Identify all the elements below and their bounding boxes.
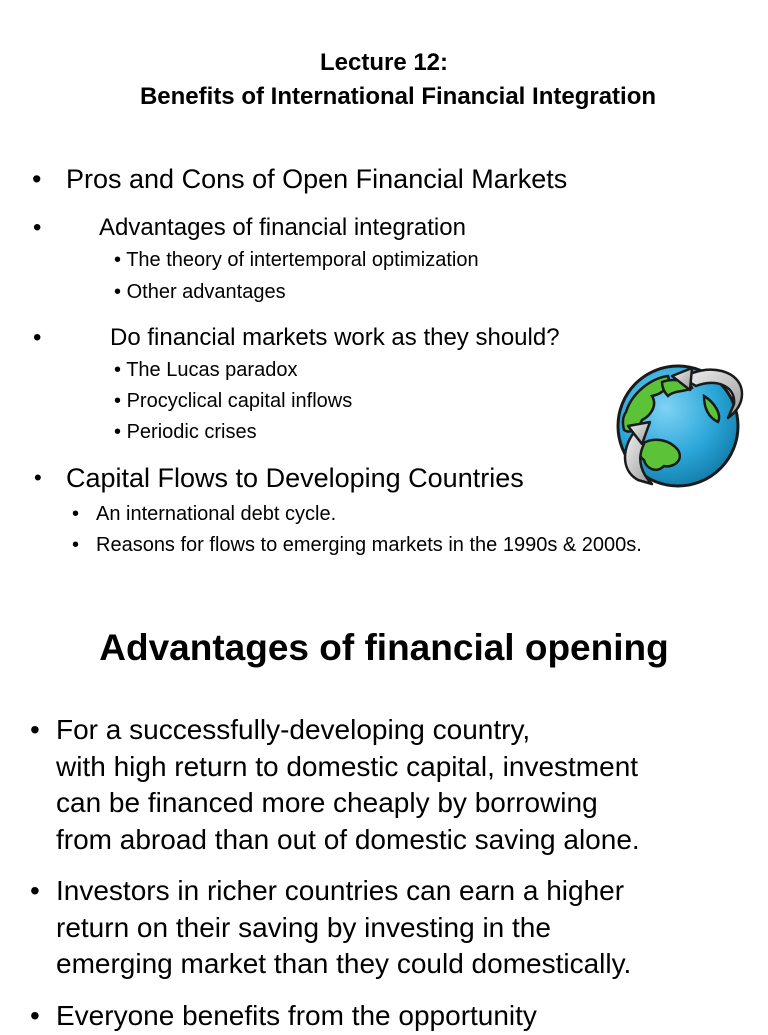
list-item [72,502,337,526]
bullet: • [34,465,42,490]
bullet: • [114,421,122,443]
list-item-text: An international debt cycle. [96,503,337,525]
list-item-text: The Lucas paradox [126,359,298,381]
list-item [114,389,352,413]
paragraph [56,998,537,1035]
list-item-text: Other advantages [126,281,286,303]
bullet: • [72,534,80,556]
list-item-text: Advantages of financial integration [99,214,466,241]
list-item-text: Procyclical capital inflows [126,390,353,412]
paragraph-line: Investors in richer countries can earn a higher [56,875,625,906]
bullet: • [33,214,42,241]
paragraph-line: can be financed more cheaply by borrowing [56,787,598,818]
bullet: • [30,714,40,745]
bullet: • [33,324,42,351]
paragraph [56,873,631,983]
paragraph-line: For a successfully-developing country, [56,714,531,745]
bullet: • [114,249,122,271]
bullet: • [114,281,122,303]
paragraph [56,712,640,858]
list-item [34,463,524,493]
bullet: • [32,164,42,194]
slide-title: Advantages of financial opening [99,627,669,668]
bullet: • [72,503,80,525]
paragraph-line: from abroad than out of domestic saving alone. [56,823,640,855]
list-item [33,214,466,242]
bullet: • [114,359,122,381]
lecture-title [0,46,768,114]
bullet: • [30,1000,40,1031]
paragraph-line: emerging market than they could domestically. [56,948,632,979]
lecture-title-line1: Lecture 12: [319,49,449,76]
globe-with-arrows-icon [612,356,748,492]
list-item-text: Capital Flows to Developing Countries [66,463,524,493]
list-item-text: The theory of intertemporal optimization [126,249,479,271]
list-item [114,358,297,382]
list-item [72,533,642,557]
list-item-text: Pros and Cons of Open Financial Markets [66,164,568,194]
list-item [33,324,560,352]
lecture-title-line2: Benefits of International Financial Integration [139,83,657,110]
list-item [32,164,568,194]
list-item-text: Periodic crises [126,421,257,443]
list-item [114,420,257,444]
list-item-text: Reasons for flows to emerging markets in the 1990s & 2000s. [96,534,642,556]
paragraph-line: with high return to domestic capital, investment [56,750,639,782]
list-item [114,280,286,304]
list-item [114,248,479,272]
bullet: • [114,390,122,412]
bullet: • [30,875,40,906]
list-item-text: Do financial markets work as they should? [110,324,560,351]
paragraph-line: return on their saving by investing in the [56,911,551,943]
paragraph-line: Everyone benefits from the opportunity [56,1000,537,1031]
